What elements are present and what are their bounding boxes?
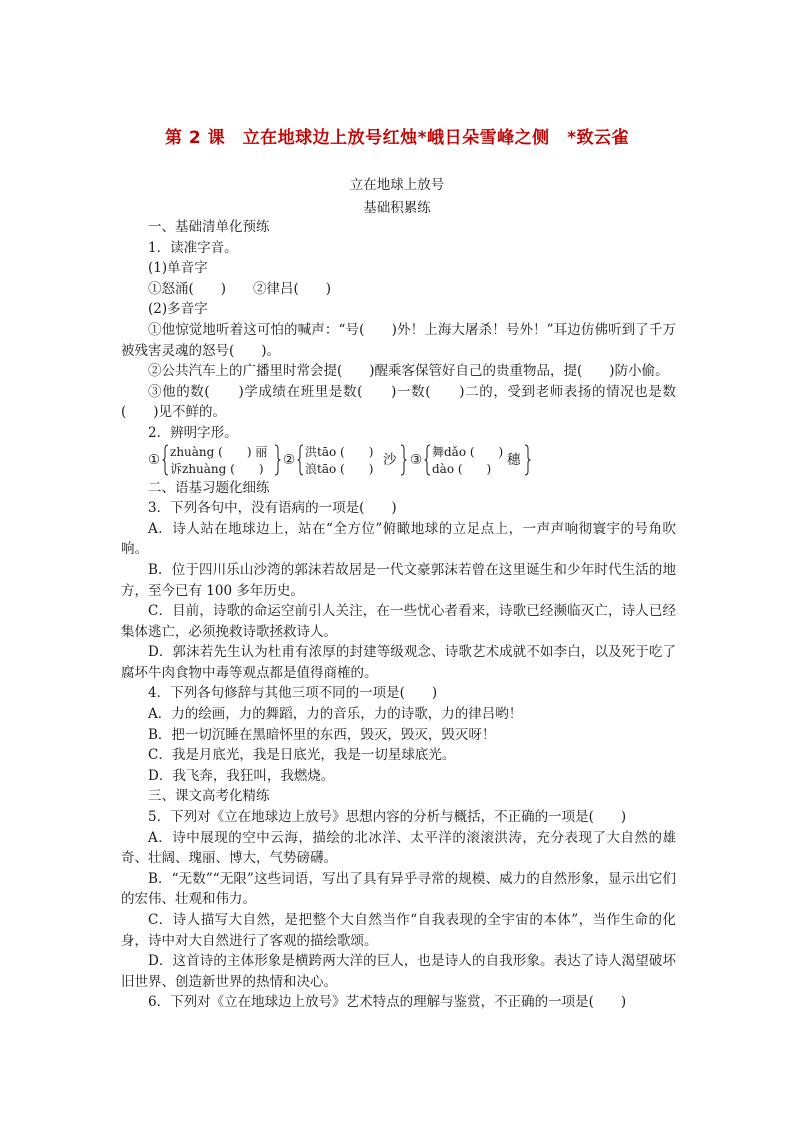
q5-option-c: C．诗人描写大自然，是把整个大自然当作“自我表现的全宇宙的本体”，当作生命的化身，诗中对大自然进行了客观的描绘歌颂。 [121, 912, 676, 949]
q5-option-a: A．诗中展现的空中云海，描绘的北冰洋、太平洋的滚滚洪涛，充分表现了大自然的雄奇、壮阔、瑰丽、博大，气势磅礴。 [121, 829, 676, 867]
glyph-1-line-2: 诉zhuàng ( ) [170, 461, 264, 476]
heading-2: 二、语基习题化细练 [148, 479, 270, 496]
glyph-3-line-1: 舞dǎo ( ) [432, 444, 504, 459]
multi-item-3: ③他的数( )学成绩在班里是数( )一数( )二的，受到老师表扬的情况也是数( )见不鲜的。 [121, 383, 676, 421]
q4-option-d: D．我飞奔，我狂叫，我燃烧。 [148, 767, 335, 784]
right-brace-icon [274, 444, 281, 476]
question-5: 5．下列对《立在地球边上放号》思想内容的分析与概括，不正确的一项是( ) [148, 809, 627, 826]
left-brace-icon [424, 444, 431, 476]
left-brace-icon [297, 444, 304, 476]
q4-option-c: C．我是月底光，我是日底光，我是一切星球底光。 [148, 747, 456, 764]
glyph-1-line-1: zhuàng ( ) 丽 [170, 444, 268, 459]
q3-option-d: D．郭沫若先生认为杜甫有浓厚的封建等级观念、诗歌艺术成就不如李白，以及死于吃了腐坏牛肉食物中毒等观点都是值得商榷的。 [121, 644, 676, 681]
multi-item-1: ①他惊觉地听着这可怕的喊声：“号( )外！上海大屠杀！号外！”耳边仿佛听到了千万被残害灵魂的怒号( )。 [121, 321, 676, 359]
q3-option-c: C．目前，诗歌的命运空前引人关注，在一些忧心者看来，诗歌已经濒临灭亡，诗人已经集体逃亡，必须挽救诗歌拯救诗人。 [121, 603, 676, 640]
q5-option-d: D．这首诗的主体形象是横跨两大洋的巨人，也是诗人的自我形象。表达了诗人渴望破坏旧世界、创造新世界的热情和决心。 [121, 953, 676, 990]
lesson-title: 第 2 课 立在地球边上放号红烛*峨日朵雪峰之侧 *致云雀 [165, 128, 629, 148]
sub-heading-multi: (2)多音字 [148, 301, 208, 318]
subtitle: 立在地球上放号 [349, 177, 445, 193]
sub-heading-single: (1)单音字 [148, 260, 208, 277]
question-4: 4．下列各句修辞与其他三项不同的一项是( ) [148, 685, 438, 702]
glyph-3-line-2: dào ( ) [432, 461, 492, 476]
q3-option-b: B．位于四川乐山沙湾的郭沫若故居是一代文豪郭沫若曾在这里诞生和少年时代生活的地方，至今已有 100 多年历史。 [121, 561, 676, 599]
glyph-groups: ① zhuàng ( ) 丽 诉zhuàng ( ) ② 洪tāo ( ) 浪tāo ( ) 沙 ③ 舞dǎo ( ) dào ( ) 穗 [148, 444, 676, 478]
glyph-2-line-2: 浪tāo ( ) [305, 461, 374, 476]
multi-item-2: ②公共汽车上的广播里时常会提( )醒乘客保管好自己的贵重物品，提( )防小偷。 [148, 363, 669, 380]
left-brace-icon [162, 444, 169, 476]
glyph-2-tail: 沙 [383, 451, 397, 468]
q4-option-a: A．力的绘画，力的舞蹈，力的音乐，力的诗歌，力的律吕哟！ [148, 706, 523, 723]
question-3: 3．下列各句中，没有语病的一项是( ) [148, 500, 397, 517]
q3-option-a: A．诗人站在地球边上，站在“全方位”俯瞰地球的立足点上，一声声响彻寰宇的号角吹响。 [121, 520, 676, 558]
q5-option-b: B．“无数”“无限”这些词语，写出了具有异乎寻常的规模、威力的自然形象，显示出它们的宏伟、壮观和伟力。 [121, 870, 676, 908]
section-label: 基础积累练 [363, 200, 431, 216]
body-text [121, 217, 676, 1013]
question-6: 6．下列对《立在地球边上放号》艺术特点的理解与鉴赏，不正确的一项是( ) [148, 994, 627, 1011]
heading-1: 一、基础清单化预练 [148, 219, 270, 235]
question-1: 1．读准字音。 [148, 239, 238, 256]
q4-option-b: B．把一切沉睡在黑暗怀里的东西，毁灭，毁灭，毁灭呀！ [148, 726, 496, 743]
right-brace-icon [524, 444, 531, 476]
glyph-2-line-1: 洪tāo ( ) [305, 444, 374, 459]
heading-3: 三、课文高考化精练 [148, 788, 270, 805]
question-2: 2．辨明字形。 [148, 424, 238, 441]
glyph-3-tail: 穗 [507, 451, 521, 468]
right-brace-icon [400, 444, 407, 476]
single-items: ①怒涌( ) ②律吕( ) [148, 280, 332, 297]
